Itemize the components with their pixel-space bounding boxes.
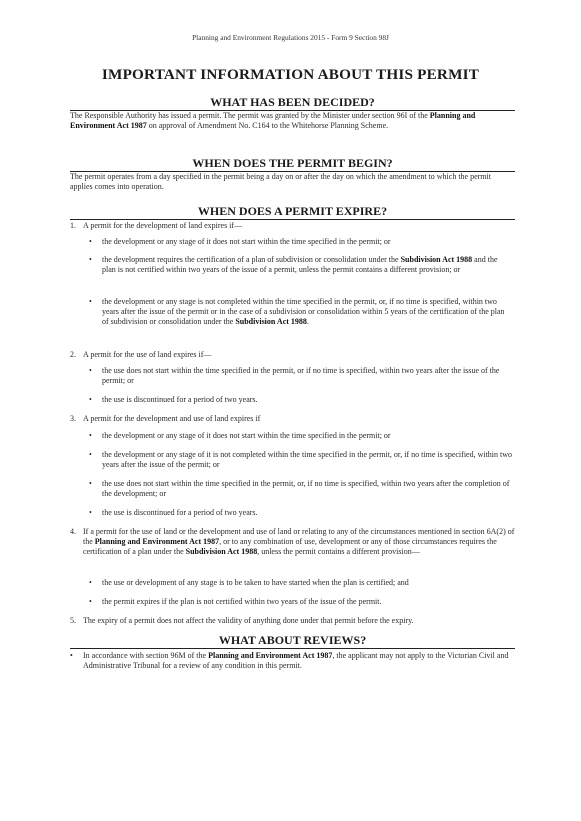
running-header: Planning and Environment Regulations 2015 - Form 9 Section 98J xyxy=(192,33,389,42)
expire-item-2: 2. A permit for the use of land expires if— xyxy=(70,350,212,359)
section-heading-begin: WHEN DOES THE PERMIT BEGIN? xyxy=(70,157,515,172)
section-heading-decided: WHAT HAS BEEN DECIDED? xyxy=(70,96,515,111)
list-item: • the development or any stage of it is not completed within the time specified in the permit, or, if no time is specified, within two years after the issue of the permit; or xyxy=(89,450,513,469)
list-item: • the development or any stage of it does not start within the time specified in the permit; or xyxy=(89,237,391,246)
list-item: • the use is discontinued for a period of two years. xyxy=(89,395,258,404)
list-item: • the permit expires if the plan is not certified within two years of the issue of the permit. xyxy=(89,597,382,606)
list-item: • the use is discontinued for a period of two years. xyxy=(89,508,258,517)
list-item: • the development requires the certification of a plan of subdivision or consolidation under the Subdivision Act 1988 and the plan is not certified within two years of the issue of a permit, unless the permit contains a different provision; or xyxy=(89,255,498,274)
page-title: IMPORTANT INFORMATION ABOUT THIS PERMIT xyxy=(101,66,480,83)
reviews-item: • In accordance with section 96M of the Planning and Environment Act 1987, the applicant may not apply to the Victorian Civil and Administrative Tribunal for a review of any condition in this permit. xyxy=(70,651,509,670)
section-heading-expire: WHEN DOES A PERMIT EXPIRE? xyxy=(70,205,515,220)
expire-item-5: 5. The expiry of a permit does not affect the validity of anything done under that permit before the expiry. xyxy=(70,616,414,625)
list-item: • the development or any stage is not completed within the time specified in the permit, or, if no time is specified, within two years after the issue of the permit or in the case of a subdivision or consolidation within 5 years of the certification of the plan of subdivision or consolidation under the Subdivision Act 1988. xyxy=(89,297,505,326)
expire-item-4: 4. If a permit for the use of land or the development and use of land or relating to any of the circumstances mentioned in section 6A(2) of the Planning and Environment Act 1987, or to any combination of use, development or any of those circumstances requires the certification of a plan under the Subdivision Act 1988, unless the permit contains a different provision— xyxy=(70,527,515,556)
section-heading-reviews: WHAT ABOUT REVIEWS? xyxy=(70,634,515,649)
list-item: • the development or any stage of it does not start within the time specified in the permit; or xyxy=(89,431,391,440)
expire-item-3: 3. A permit for the development and use of land expires if xyxy=(70,414,261,423)
expire-item-1: 1. A permit for the development of land expires if— xyxy=(70,221,243,230)
begin-paragraph: The permit operates from a day specified in the permit being a day on or after the day on which the amendment to which the permit applies comes into operation. xyxy=(70,172,491,191)
list-item: • the use does not start within the time specified in the permit, or, if no time is specified, within two years after the completion of the development; or xyxy=(89,479,510,498)
decided-paragraph: The Responsible Authority has issued a permit. The permit was granted by the Minister under section 96I of the Planning and Environment Act 1987 on approval of Amendment No. C164 to the Whitehorse Planning Scheme. xyxy=(70,111,476,130)
list-item: • the use does not start within the time specified in the permit, or if no time is specified, within two years after the issue of the permit; or xyxy=(89,366,500,385)
list-item: • the use or development of any stage is to be taken to have started when the plan is certified; and xyxy=(89,578,409,587)
